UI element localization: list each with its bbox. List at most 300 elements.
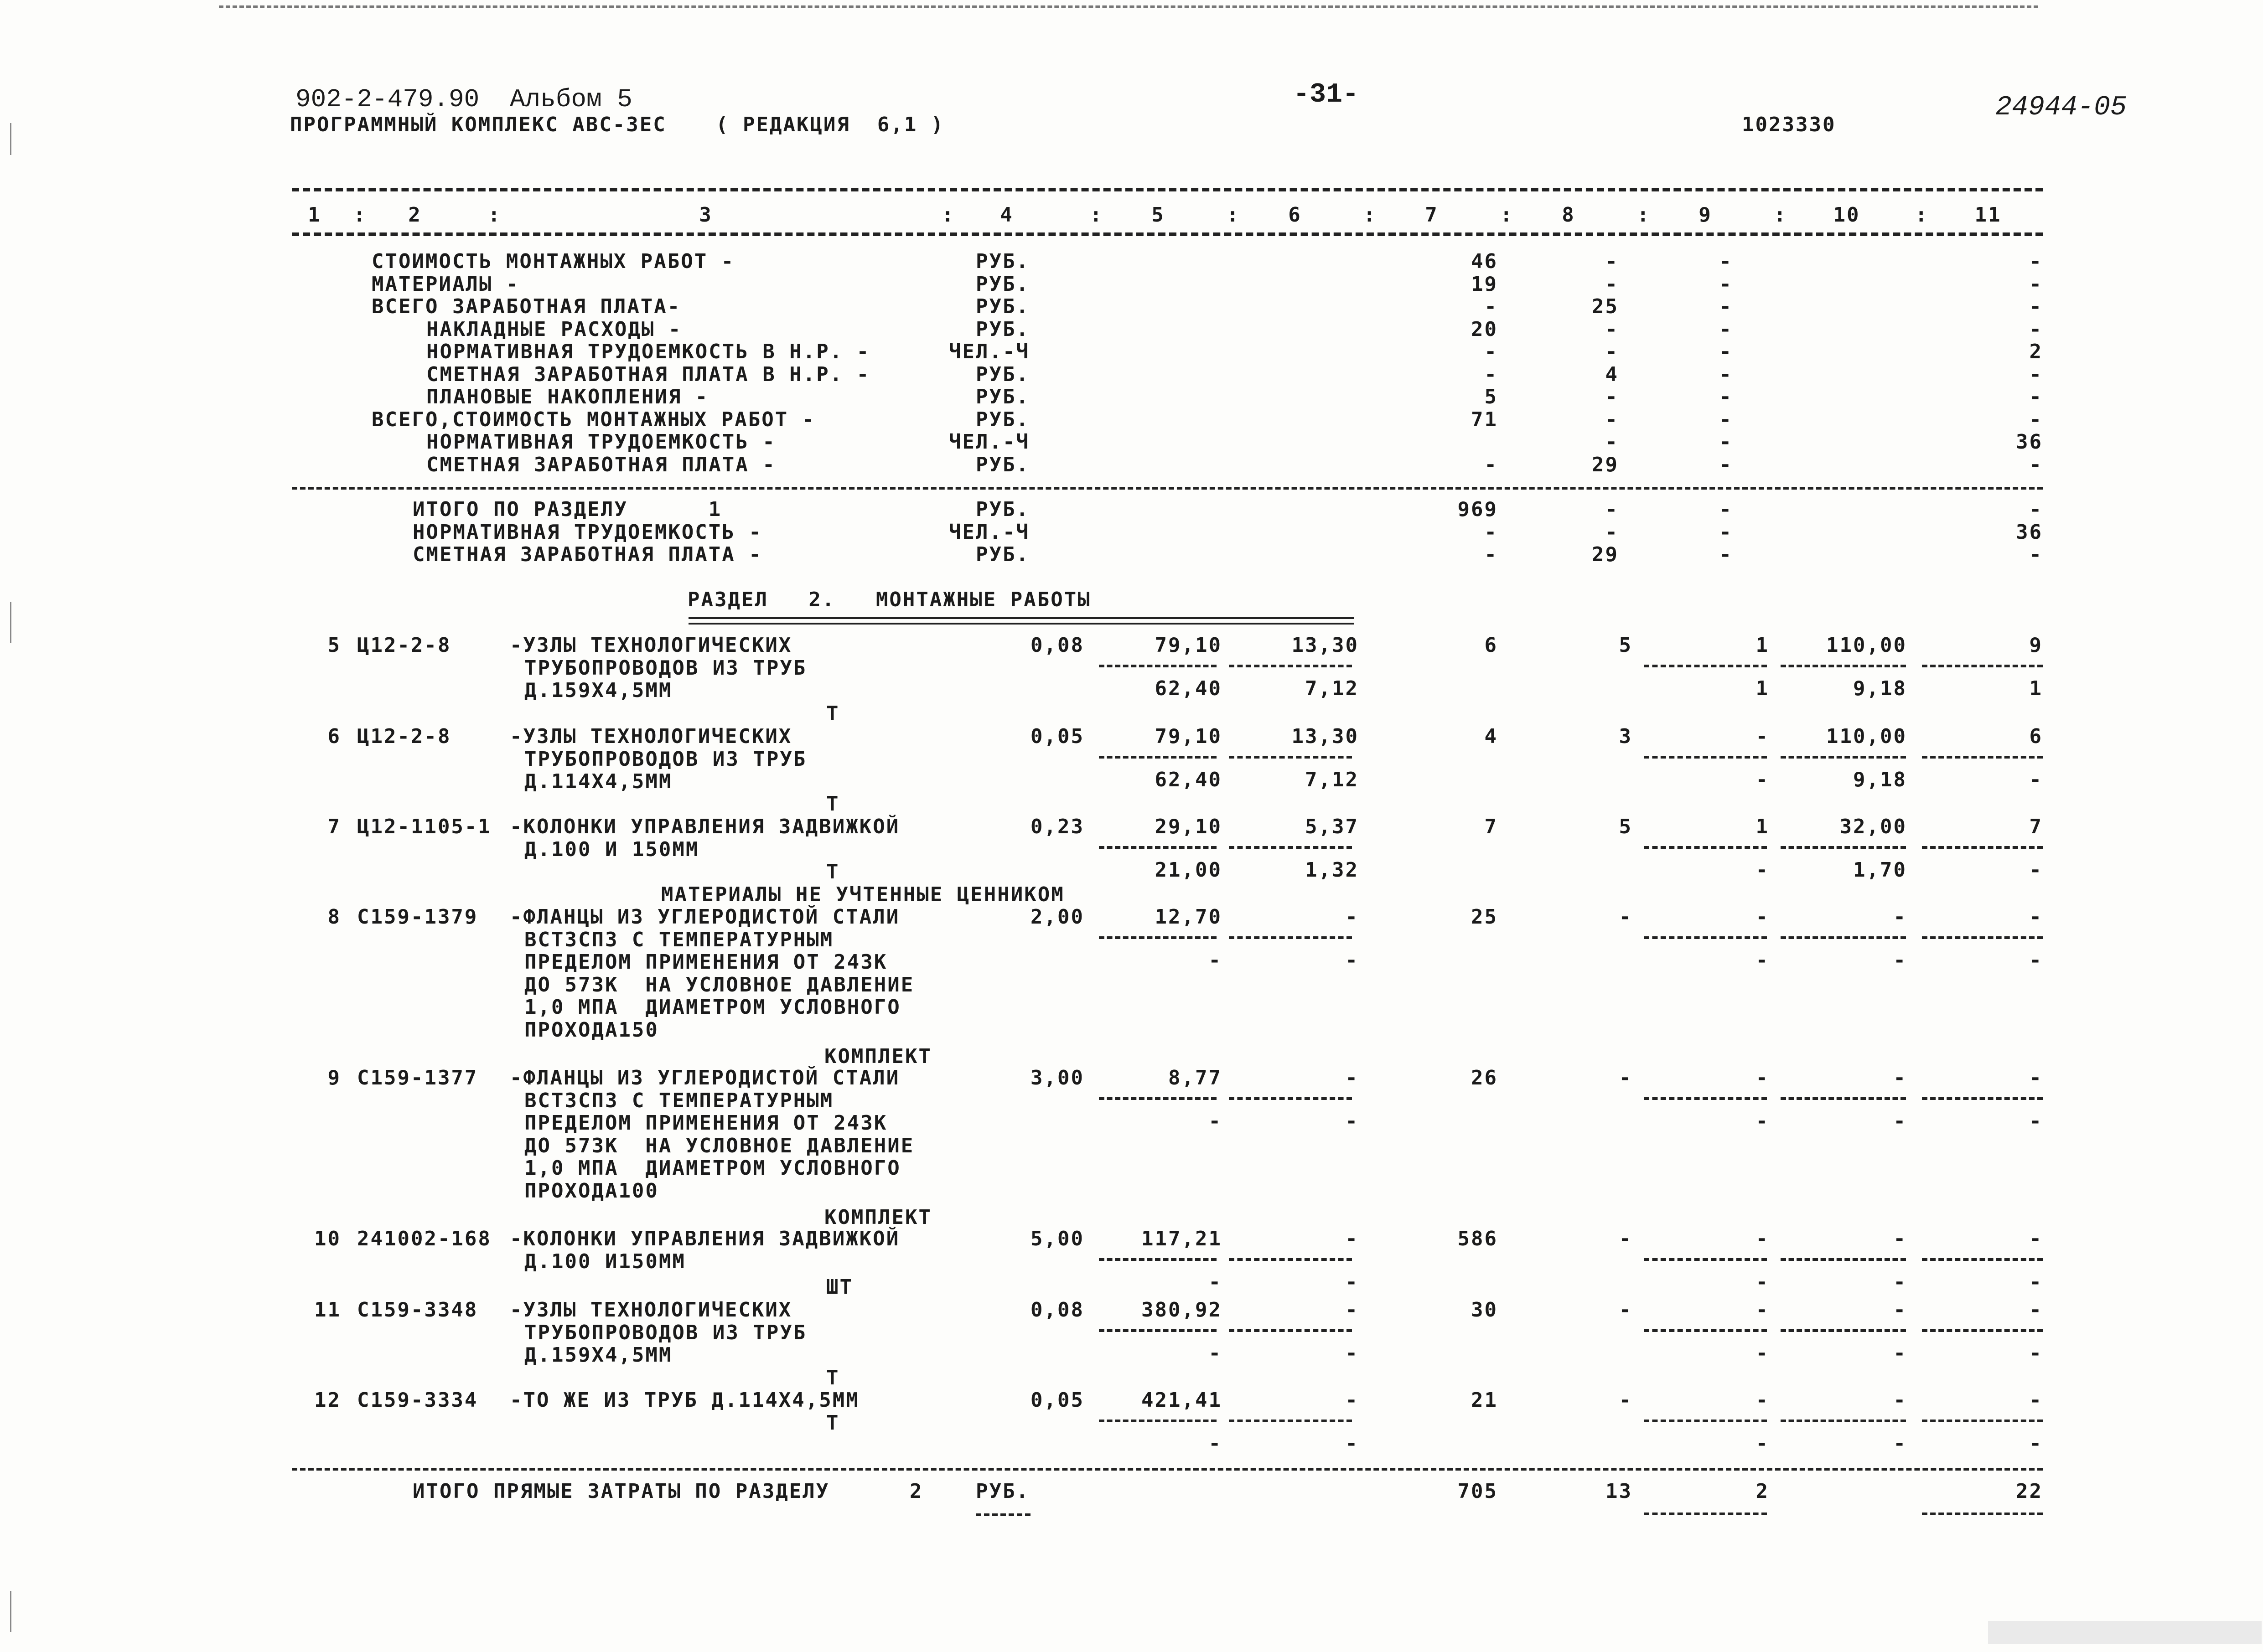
item-col6-rule bbox=[1229, 756, 1352, 759]
section2-total-unit: РУБ. bbox=[976, 1480, 1030, 1503]
section1-total-unit: ЧЕЛ.-Ч bbox=[949, 520, 1030, 544]
program-name: ПРОГРАММНЫЙ КОМПЛЕКС АВС-3ЕС bbox=[290, 113, 667, 136]
summary-col8: - bbox=[1605, 317, 1619, 341]
edition-label: ( РЕДАКЦИЯ 6,1 ) bbox=[716, 113, 945, 136]
item-description: 1,0 МПА ДИАМЕТРОМ УСЛОВНОГО bbox=[524, 1156, 901, 1180]
section2-total-col11-rule bbox=[1922, 1513, 2043, 1515]
item-description: -КОЛОНКИ УПРАВЛЕНИЯ ЗАДВИЖКОЙ bbox=[510, 1227, 900, 1250]
item-col7: 6 bbox=[1484, 634, 1498, 657]
item-col11-second: - bbox=[2029, 949, 2043, 972]
column-separator: : bbox=[1500, 203, 1514, 227]
section1-total-col9: - bbox=[1719, 520, 1733, 544]
summary-col9: - bbox=[1719, 430, 1733, 454]
section1-total-unit: РУБ. bbox=[976, 498, 1030, 521]
item-unit: КОМПЛЕКТ bbox=[824, 1206, 932, 1229]
scan-left-edge bbox=[10, 602, 11, 643]
item-col11-second: - bbox=[2029, 1432, 2043, 1455]
item-number: 9 bbox=[327, 1066, 341, 1089]
summary-col9: - bbox=[1719, 272, 1733, 296]
scan-left-edge bbox=[10, 1591, 11, 1632]
item-col8: - bbox=[1619, 1298, 1632, 1322]
summary-col7: 20 bbox=[1471, 317, 1498, 341]
item-quantity: 2,00 bbox=[1031, 905, 1084, 929]
item-col5: 12,70 bbox=[1155, 905, 1222, 929]
column-separator: : bbox=[1915, 203, 1929, 227]
item-col9-second: - bbox=[1756, 949, 1769, 972]
column-separator: : bbox=[353, 203, 367, 227]
item-col9-rule bbox=[1644, 1097, 1767, 1100]
summary-col9: - bbox=[1719, 362, 1733, 386]
summary-col8: 29 bbox=[1592, 453, 1619, 476]
item-code: Ц12-2-8 bbox=[357, 634, 451, 657]
item-col11: 6 bbox=[2029, 725, 2043, 748]
summary-col8: - bbox=[1605, 385, 1619, 408]
item-description: Д.100 И150ММ bbox=[524, 1249, 686, 1273]
item-unit: Т bbox=[826, 860, 840, 883]
item-number: 6 bbox=[327, 725, 341, 748]
item-col10-rule bbox=[1781, 936, 1906, 939]
item-code: С159-3334 bbox=[357, 1389, 478, 1412]
item-quantity: 0,08 bbox=[1031, 1298, 1084, 1322]
summary-unit: РУБ. bbox=[976, 362, 1030, 386]
item-col7: 4 bbox=[1484, 725, 1498, 748]
section1-total-col8: 29 bbox=[1592, 543, 1619, 566]
item-col9-rule bbox=[1644, 756, 1767, 759]
item-col11-second: - bbox=[2029, 1270, 2043, 1294]
column-separator: : bbox=[1774, 203, 1787, 227]
item-description: -ФЛАНЦЫ ИЗ УГЛЕРОДИСТОЙ СТАЛИ bbox=[510, 905, 900, 929]
section1-total-col11: - bbox=[2029, 543, 2043, 566]
summary-col7: - bbox=[1484, 340, 1498, 363]
item-col5-second: 21,00 bbox=[1155, 858, 1222, 882]
item-col5-second: 62,40 bbox=[1155, 677, 1222, 700]
item-col11-rule bbox=[1922, 756, 2043, 759]
item-description: ВСТ3СП3 С ТЕМПЕРАТУРНЫМ bbox=[524, 1089, 834, 1112]
column-header-9: 9 bbox=[1699, 203, 1712, 227]
summary-col11: - bbox=[2029, 295, 2043, 318]
item-col10: - bbox=[1893, 1227, 1907, 1250]
scan-top-edge bbox=[219, 5, 2038, 8]
item-col10-rule bbox=[1781, 1329, 1906, 1332]
item-col6: - bbox=[1345, 1066, 1359, 1089]
item-col11: - bbox=[2029, 905, 2043, 929]
summary-unit: РУБ. bbox=[976, 317, 1030, 341]
item-col11: - bbox=[2029, 1227, 2043, 1250]
item-description: ПРОХОДА150 bbox=[524, 1018, 659, 1042]
item-col6: 13,30 bbox=[1291, 634, 1359, 657]
item-number: 10 bbox=[314, 1227, 341, 1250]
item-col11-rule bbox=[1922, 1097, 2043, 1100]
item-unit: Т bbox=[826, 1366, 840, 1389]
item-col10-rule bbox=[1781, 1258, 1906, 1261]
section2-total-label: ИТОГО ПРЯМЫЕ ЗАТРАТЫ ПО РАЗДЕЛУ bbox=[413, 1480, 830, 1503]
column-header-1: 1 bbox=[308, 203, 321, 227]
summary-label: НАКЛАДНЫЕ РАСХОДЫ - bbox=[426, 317, 682, 341]
item-col10-second: 9,18 bbox=[1853, 768, 1907, 791]
item-code: С159-1379 bbox=[357, 905, 478, 929]
item-col5-second: - bbox=[1208, 1270, 1222, 1294]
item-col11-second: - bbox=[2029, 1110, 2043, 1133]
item-col11: 7 bbox=[2029, 815, 2043, 838]
column-header-rule bbox=[292, 232, 2043, 236]
item-description: -УЗЛЫ ТЕХНОЛОГИЧЕСКИХ bbox=[510, 725, 792, 748]
doc-number: 1023330 bbox=[1742, 113, 1836, 136]
item-code: С159-1377 bbox=[357, 1066, 478, 1089]
item-col10-rule bbox=[1781, 756, 1906, 759]
item-col10: 110,00 bbox=[1826, 725, 1907, 748]
summary-unit: РУБ. bbox=[976, 272, 1030, 296]
item-col11-second: - bbox=[2029, 858, 2043, 882]
item-col9-second: 1 bbox=[1756, 677, 1769, 700]
item-col9-rule bbox=[1644, 846, 1767, 849]
summary-col8: - bbox=[1605, 408, 1619, 431]
item-col6-rule bbox=[1229, 1097, 1352, 1100]
item-description: ТРУБОПРОВОДОВ ИЗ ТРУБ bbox=[524, 747, 807, 771]
item-col6-second: - bbox=[1345, 1432, 1359, 1455]
item-col11-second: - bbox=[2029, 1342, 2043, 1365]
item-description: Д.159Х4,5ММ bbox=[524, 1343, 673, 1367]
section1-total-label: СМЕТНАЯ ЗАРАБОТНАЯ ПЛАТА - bbox=[413, 543, 762, 566]
item-col10-second: - bbox=[1893, 1270, 1907, 1294]
item-col9: - bbox=[1756, 1227, 1769, 1250]
column-separator: : bbox=[942, 203, 955, 227]
summary-label: ВСЕГО ЗАРАБОТНАЯ ПЛАТА- bbox=[372, 295, 681, 318]
item-col10-second: 9,18 bbox=[1853, 677, 1907, 700]
summary-col7: - bbox=[1484, 453, 1498, 476]
summary-label: ВСЕГО,СТОИМОСТЬ МОНТАЖНЫХ РАБОТ - bbox=[372, 408, 816, 431]
section1-total-col8: - bbox=[1605, 520, 1619, 544]
summary-col11: 2 bbox=[2029, 340, 2043, 363]
item-col8: 5 bbox=[1619, 634, 1632, 657]
item-code: Ц12-2-8 bbox=[357, 725, 451, 748]
summary-col11: 36 bbox=[2016, 430, 2043, 454]
summary-col8: - bbox=[1605, 250, 1619, 273]
item-number: 12 bbox=[314, 1389, 341, 1412]
summary-col11: - bbox=[2029, 453, 2043, 476]
item-col7: 7 bbox=[1484, 815, 1498, 838]
item-description: -ТО ЖЕ ИЗ ТРУБ Д.114Х4,5ММ bbox=[510, 1389, 860, 1412]
item-description: Д.114Х4,5ММ bbox=[524, 770, 673, 793]
item-col6-second: 7,12 bbox=[1305, 768, 1359, 791]
item-col7: 21 bbox=[1471, 1389, 1498, 1412]
item-description: 1,0 МПА ДИАМЕТРОМ УСЛОВНОГО bbox=[524, 996, 901, 1019]
column-separator: : bbox=[1637, 203, 1651, 227]
item-col10: - bbox=[1893, 1066, 1907, 1089]
item-col6-rule bbox=[1229, 1420, 1352, 1422]
summary-col7: - bbox=[1484, 295, 1498, 318]
item-col5-second: 62,40 bbox=[1155, 768, 1222, 791]
summary-col8: - bbox=[1605, 430, 1619, 454]
item-col7: 586 bbox=[1457, 1227, 1498, 1250]
summary-col9: - bbox=[1719, 250, 1733, 273]
item-col6-rule bbox=[1229, 1329, 1352, 1332]
item-col5-second: - bbox=[1208, 1110, 1222, 1133]
item-col5: 79,10 bbox=[1155, 725, 1222, 748]
item-col9: - bbox=[1756, 905, 1769, 929]
item-description: ТРУБОПРОВОДОВ ИЗ ТРУБ bbox=[524, 656, 807, 680]
section1-rule bbox=[292, 487, 2043, 490]
item-col9-second: - bbox=[1756, 1432, 1769, 1455]
materials-note: МАТЕРИАЛЫ НЕ УЧТЕННЫЕ ЦЕННИКОМ bbox=[661, 883, 1065, 906]
column-header-10: 10 bbox=[1833, 203, 1860, 227]
item-col5-rule bbox=[1099, 756, 1217, 759]
column-header-11: 11 bbox=[1974, 203, 2002, 227]
section2-total-unit-rule bbox=[976, 1513, 1031, 1516]
item-col9-rule bbox=[1644, 1258, 1767, 1261]
item-col5-rule bbox=[1099, 936, 1217, 939]
column-header-5: 5 bbox=[1151, 203, 1165, 227]
section1-total-col9: - bbox=[1719, 498, 1733, 521]
column-separator: : bbox=[488, 203, 502, 227]
section1-total-col11: 36 bbox=[2016, 520, 2043, 544]
item-col5: 380,92 bbox=[1141, 1298, 1222, 1322]
item-unit: КОМПЛЕКТ bbox=[824, 1045, 932, 1068]
item-col11-rule bbox=[1922, 846, 2043, 849]
summary-col7: 19 bbox=[1471, 272, 1498, 296]
section2-rule bbox=[292, 1468, 2043, 1471]
item-col6-second: - bbox=[1345, 1342, 1359, 1365]
section2-title: РАЗДЕЛ 2. МОНТАЖНЫЕ РАБОТЫ bbox=[688, 588, 1091, 611]
summary-col9: - bbox=[1719, 408, 1733, 431]
item-col5: 29,10 bbox=[1155, 815, 1222, 838]
item-col10: 32,00 bbox=[1839, 815, 1907, 838]
column-header-4: 4 bbox=[1000, 203, 1014, 227]
item-col5-rule bbox=[1099, 665, 1217, 667]
item-code: С159-3348 bbox=[357, 1298, 478, 1322]
item-col10-second: - bbox=[1893, 949, 1907, 972]
item-col8: - bbox=[1619, 905, 1632, 929]
item-col8: - bbox=[1619, 1066, 1632, 1089]
item-col11-rule bbox=[1922, 936, 2043, 939]
item-number: 11 bbox=[314, 1298, 341, 1322]
section1-total-col7: 969 bbox=[1457, 498, 1498, 521]
item-col6-rule bbox=[1229, 846, 1352, 849]
summary-col11: - bbox=[2029, 272, 2043, 296]
item-col9: - bbox=[1756, 1389, 1769, 1412]
column-separator: : bbox=[1363, 203, 1377, 227]
summary-label: СМЕТНАЯ ЗАРАБОТНАЯ ПЛАТА - bbox=[426, 453, 776, 476]
summary-label: ПЛАНОВЫЕ НАКОПЛЕНИЯ - bbox=[426, 385, 709, 408]
section1-total-col11: - bbox=[2029, 498, 2043, 521]
item-col10-rule bbox=[1781, 846, 1906, 849]
section1-total-col7: - bbox=[1484, 543, 1498, 566]
column-header-7: 7 bbox=[1425, 203, 1439, 227]
summary-unit: РУБ. bbox=[976, 453, 1030, 476]
item-description: ПРОХОДА100 bbox=[524, 1179, 659, 1203]
item-col11-rule bbox=[1922, 1329, 2043, 1332]
item-col6-rule bbox=[1229, 936, 1352, 939]
section1-total-unit: РУБ. bbox=[976, 543, 1030, 566]
item-col6-second: - bbox=[1345, 949, 1359, 972]
section1-total-col7: - bbox=[1484, 520, 1498, 544]
summary-unit: РУБ. bbox=[976, 385, 1030, 408]
summary-unit: РУБ. bbox=[976, 295, 1030, 318]
archive-number: 24944-05 bbox=[1995, 92, 2127, 123]
section2-total-col7: 705 bbox=[1457, 1480, 1498, 1503]
item-col11: - bbox=[2029, 1066, 2043, 1089]
item-col10-rule bbox=[1781, 1097, 1906, 1100]
item-quantity: 5,00 bbox=[1031, 1227, 1084, 1250]
item-col7: 25 bbox=[1471, 905, 1498, 929]
item-col10-rule bbox=[1781, 665, 1906, 667]
summary-col7: 71 bbox=[1471, 408, 1498, 431]
section2-total-number: 2 bbox=[910, 1480, 923, 1503]
item-description: -КОЛОНКИ УПРАВЛЕНИЯ ЗАДВИЖКОЙ bbox=[510, 815, 900, 838]
item-col6-second: - bbox=[1345, 1110, 1359, 1133]
item-col5-rule bbox=[1099, 1329, 1217, 1332]
item-col5: 421,41 bbox=[1141, 1389, 1222, 1412]
item-col9: - bbox=[1756, 725, 1769, 748]
item-description: ПРЕДЕЛОМ ПРИМЕНЕНИЯ ОТ 243К bbox=[524, 950, 888, 974]
section2-total-col9-rule bbox=[1644, 1513, 1767, 1515]
item-col9-second: - bbox=[1756, 858, 1769, 882]
summary-unit: РУБ. bbox=[976, 250, 1030, 273]
item-col11-second: 1 bbox=[2029, 677, 2043, 700]
summary-col9: - bbox=[1719, 453, 1733, 476]
item-col6-rule bbox=[1229, 665, 1352, 667]
item-col11-rule bbox=[1922, 665, 2043, 667]
summary-col8: - bbox=[1605, 340, 1619, 363]
item-col5: 8,77 bbox=[1168, 1066, 1222, 1089]
summary-unit: ЧЕЛ.-Ч bbox=[949, 430, 1030, 454]
column-header-6: 6 bbox=[1288, 203, 1302, 227]
summary-col11: - bbox=[2029, 317, 2043, 341]
item-col10-second: - bbox=[1893, 1342, 1907, 1365]
item-col9-second: - bbox=[1756, 768, 1769, 791]
summary-col11: - bbox=[2029, 362, 2043, 386]
item-col10: - bbox=[1893, 1389, 1907, 1412]
item-unit: Т bbox=[826, 1411, 840, 1435]
summary-label: СТОИМОСТЬ МОНТАЖНЫХ РАБОТ - bbox=[372, 250, 735, 273]
item-col6-second: 7,12 bbox=[1305, 677, 1359, 700]
item-unit: Т bbox=[826, 702, 840, 725]
item-col5: 79,10 bbox=[1155, 634, 1222, 657]
item-col5-rule bbox=[1099, 846, 1217, 849]
table-top-rule bbox=[292, 188, 2043, 191]
item-col11: 9 bbox=[2029, 634, 2043, 657]
item-col9-rule bbox=[1644, 665, 1767, 667]
item-col9: 1 bbox=[1756, 634, 1769, 657]
item-description: ТРУБОПРОВОДОВ ИЗ ТРУБ bbox=[524, 1321, 807, 1344]
item-col6-second: 1,32 bbox=[1305, 858, 1359, 882]
item-col5-second: - bbox=[1208, 1432, 1222, 1455]
item-description: -УЗЛЫ ТЕХНОЛОГИЧЕСКИХ bbox=[510, 1298, 792, 1322]
item-description: ВСТ3СП3 С ТЕМПЕРАТУРНЫМ bbox=[524, 928, 834, 951]
item-description: ПРЕДЕЛОМ ПРИМЕНЕНИЯ ОТ 243К bbox=[524, 1111, 888, 1135]
summary-label: НОРМАТИВНАЯ ТРУДОЕМКОСТЬ В Н.Р. - bbox=[426, 340, 870, 363]
item-description: -УЗЛЫ ТЕХНОЛОГИЧЕСКИХ bbox=[510, 634, 792, 657]
item-quantity: 3,00 bbox=[1031, 1066, 1084, 1089]
column-separator: : bbox=[1090, 203, 1103, 227]
item-unit: Т bbox=[826, 792, 840, 816]
summary-col11: - bbox=[2029, 250, 2043, 273]
item-number: 8 bbox=[327, 905, 341, 929]
item-col6: - bbox=[1345, 1389, 1359, 1412]
item-col11: - bbox=[2029, 1298, 2043, 1322]
item-col9-second: - bbox=[1756, 1342, 1769, 1365]
summary-unit: ЧЕЛ.-Ч bbox=[949, 340, 1030, 363]
item-col6: - bbox=[1345, 1227, 1359, 1250]
summary-col8: 4 bbox=[1605, 362, 1619, 386]
column-header-3: 3 bbox=[699, 203, 713, 227]
section2-total-col9: 2 bbox=[1756, 1480, 1769, 1503]
item-description: -ФЛАНЦЫ ИЗ УГЛЕРОДИСТОЙ СТАЛИ bbox=[510, 1066, 900, 1089]
item-number: 7 bbox=[327, 815, 341, 838]
summary-label: МАТЕРИАЛЫ - bbox=[372, 272, 520, 296]
item-col10-second: 1,70 bbox=[1853, 858, 1907, 882]
section2-title-underline bbox=[689, 623, 1354, 625]
item-col9: - bbox=[1756, 1066, 1769, 1089]
item-code: Ц12-1105-1 bbox=[357, 815, 492, 838]
summary-col9: - bbox=[1719, 317, 1733, 341]
doc-code: 902-2-479.90 bbox=[295, 85, 480, 114]
section1-total-label: ИТОГО ПО РАЗДЕЛУ 1 bbox=[413, 498, 722, 521]
page-number: -31- bbox=[1293, 79, 1359, 110]
summary-unit: РУБ. bbox=[976, 408, 1030, 431]
item-col8: 5 bbox=[1619, 815, 1632, 838]
summary-label: СМЕТНАЯ ЗАРАБОТНАЯ ПЛАТА В Н.Р. - bbox=[426, 362, 870, 386]
item-description: Д.100 И 150ММ bbox=[524, 837, 699, 861]
item-col8: 3 bbox=[1619, 725, 1632, 748]
item-col11-rule bbox=[1922, 1420, 2043, 1422]
section2-title-underline bbox=[689, 617, 1354, 619]
item-col9: 1 bbox=[1756, 815, 1769, 838]
item-col6: 5,37 bbox=[1305, 815, 1359, 838]
item-col9-rule bbox=[1644, 1420, 1767, 1422]
item-unit: ШТ bbox=[826, 1275, 853, 1299]
item-col10-second: - bbox=[1893, 1432, 1907, 1455]
section1-total-col8: - bbox=[1605, 498, 1619, 521]
scan-left-edge bbox=[10, 123, 11, 155]
summary-col8: 25 bbox=[1592, 295, 1619, 318]
item-col5-rule bbox=[1099, 1097, 1217, 1100]
section2-total-col8: 13 bbox=[1605, 1480, 1632, 1503]
item-code: 241002-168 bbox=[357, 1227, 492, 1250]
column-separator: : bbox=[1227, 203, 1240, 227]
item-col10: 110,00 bbox=[1826, 634, 1907, 657]
item-col5-second: - bbox=[1208, 949, 1222, 972]
item-col9-second: - bbox=[1756, 1270, 1769, 1294]
item-col5-rule bbox=[1099, 1420, 1217, 1422]
summary-col11: - bbox=[2029, 385, 2043, 408]
summary-col9: - bbox=[1719, 385, 1733, 408]
summary-col9: - bbox=[1719, 340, 1733, 363]
item-col5: 117,21 bbox=[1141, 1227, 1222, 1250]
summary-col7: 46 bbox=[1471, 250, 1498, 273]
item-description: ДО 573К НА УСЛОВНОЕ ДАВЛЕНИЕ bbox=[524, 1134, 915, 1157]
summary-label: НОРМАТИВНАЯ ТРУДОЕМКОСТЬ - bbox=[426, 430, 776, 454]
item-col7: 26 bbox=[1471, 1066, 1498, 1089]
item-quantity: 0,23 bbox=[1031, 815, 1084, 838]
item-quantity: 0,05 bbox=[1031, 1389, 1084, 1412]
item-col6: 13,30 bbox=[1291, 725, 1359, 748]
item-col11-second: - bbox=[2029, 768, 2043, 791]
album-label: Альбом 5 bbox=[510, 85, 632, 114]
item-quantity: 0,05 bbox=[1031, 725, 1084, 748]
item-col10: - bbox=[1893, 905, 1907, 929]
section1-total-label: НОРМАТИВНАЯ ТРУДОЕМКОСТЬ - bbox=[413, 520, 762, 544]
item-col8: - bbox=[1619, 1227, 1632, 1250]
column-header-2: 2 bbox=[408, 203, 422, 227]
item-col9-second: - bbox=[1756, 1110, 1769, 1133]
scan-speck bbox=[1988, 1621, 2262, 1644]
summary-col7: - bbox=[1484, 362, 1498, 386]
column-header-8: 8 bbox=[1562, 203, 1575, 227]
item-col6-second: - bbox=[1345, 1270, 1359, 1294]
item-col7: 30 bbox=[1471, 1298, 1498, 1322]
item-col10-second: - bbox=[1893, 1110, 1907, 1133]
item-col10-rule bbox=[1781, 1420, 1906, 1422]
